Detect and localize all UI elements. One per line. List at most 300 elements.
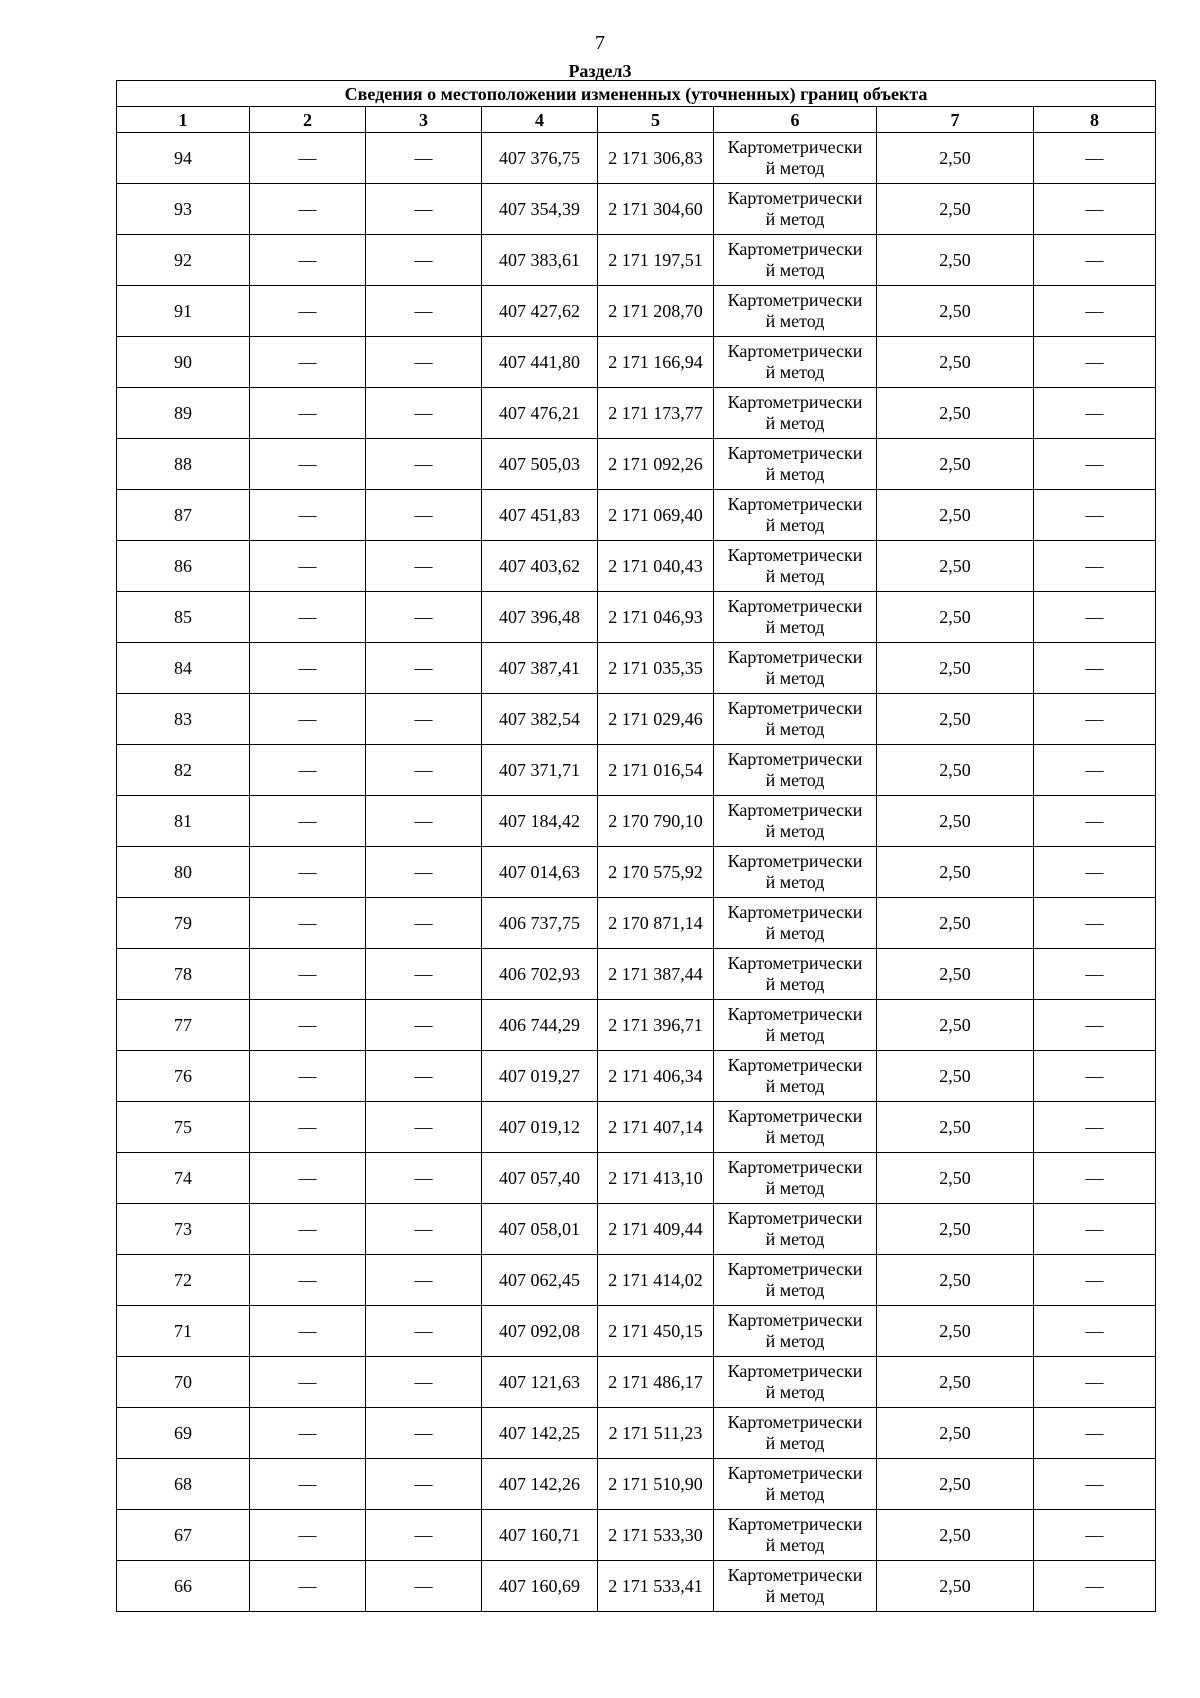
column-2-cell: — xyxy=(250,694,366,745)
table-row xyxy=(117,1357,1156,1408)
boundary-coordinates-table xyxy=(116,80,1156,1612)
x-coordinate-cell: 407 383,61 xyxy=(482,235,598,286)
method-text-line-1: Картометрически xyxy=(727,1361,863,1381)
x-coordinate-cell: 406 737,75 xyxy=(482,898,598,949)
y-coordinate-cell: 2 171 092,26 xyxy=(598,439,714,490)
method-text-line-1: Картометрически xyxy=(727,698,863,718)
method-text-line-2: й метод xyxy=(765,872,825,892)
column-3-cell: — xyxy=(366,1102,482,1153)
y-coordinate-cell: 2 171 396,71 xyxy=(598,1000,714,1051)
accuracy-cell: 2,50 xyxy=(877,184,1034,235)
method-text-line-1: Картометрически xyxy=(727,1259,863,1279)
accuracy-cell: 2,50 xyxy=(877,1051,1034,1102)
method-cell xyxy=(714,694,877,745)
column-8-cell: — xyxy=(1034,541,1156,592)
accuracy-cell: 2,50 xyxy=(877,1102,1034,1153)
method-text-line-2: й метод xyxy=(765,1229,825,1249)
method-cell xyxy=(714,1510,877,1561)
column-number: 5 xyxy=(598,107,714,133)
column-8-cell: — xyxy=(1034,1255,1156,1306)
column-2-cell: — xyxy=(250,541,366,592)
table-row xyxy=(117,796,1156,847)
x-coordinate-cell: 407 019,12 xyxy=(482,1102,598,1153)
method-cell xyxy=(714,1102,877,1153)
y-coordinate-cell: 2 171 387,44 xyxy=(598,949,714,1000)
column-8-cell: — xyxy=(1034,1000,1156,1051)
column-2-cell: — xyxy=(250,490,366,541)
x-coordinate-cell: 407 403,62 xyxy=(482,541,598,592)
y-coordinate-cell: 2 171 407,14 xyxy=(598,1102,714,1153)
table-row xyxy=(117,439,1156,490)
column-8-cell: — xyxy=(1034,745,1156,796)
page-number: 7 xyxy=(595,32,605,54)
column-2-cell: — xyxy=(250,898,366,949)
table-row xyxy=(117,1153,1156,1204)
method-text-line-1: Картометрически xyxy=(727,392,863,412)
column-8-cell: — xyxy=(1034,1408,1156,1459)
y-coordinate-cell: 2 170 790,10 xyxy=(598,796,714,847)
accuracy-cell: 2,50 xyxy=(877,694,1034,745)
column-3-cell: — xyxy=(366,235,482,286)
y-coordinate-cell: 2 171 035,35 xyxy=(598,643,714,694)
column-2-cell: — xyxy=(250,745,366,796)
point-number-cell: 94 xyxy=(117,133,250,184)
method-text-line-2: й метод xyxy=(765,1535,825,1555)
method-cell xyxy=(714,745,877,796)
column-8-cell: — xyxy=(1034,1306,1156,1357)
accuracy-cell: 2,50 xyxy=(877,1510,1034,1561)
column-3-cell: — xyxy=(366,490,482,541)
table-row xyxy=(117,388,1156,439)
column-3-cell: — xyxy=(366,541,482,592)
column-3-cell: — xyxy=(366,643,482,694)
table-row xyxy=(117,1000,1156,1051)
x-coordinate-cell: 407 505,03 xyxy=(482,439,598,490)
table-row xyxy=(117,1204,1156,1255)
column-2-cell: — xyxy=(250,1204,366,1255)
column-2-cell: — xyxy=(250,133,366,184)
table-title: Сведения о местоположении измененных (уточненных) границ объекта xyxy=(117,81,1156,107)
column-8-cell: — xyxy=(1034,898,1156,949)
point-number-cell: 72 xyxy=(117,1255,250,1306)
method-cell xyxy=(714,235,877,286)
point-number-cell: 70 xyxy=(117,1357,250,1408)
y-coordinate-cell: 2 171 406,34 xyxy=(598,1051,714,1102)
y-coordinate-cell: 2 171 197,51 xyxy=(598,235,714,286)
x-coordinate-cell: 407 441,80 xyxy=(482,337,598,388)
point-number-cell: 89 xyxy=(117,388,250,439)
table-row xyxy=(117,1255,1156,1306)
method-text-line-2: й метод xyxy=(765,974,825,994)
point-number-cell: 92 xyxy=(117,235,250,286)
column-3-cell: — xyxy=(366,1255,482,1306)
x-coordinate-cell: 407 014,63 xyxy=(482,847,598,898)
method-cell xyxy=(714,1561,877,1612)
column-3-cell: — xyxy=(366,1408,482,1459)
table-row xyxy=(117,1459,1156,1510)
table-row xyxy=(117,1408,1156,1459)
method-text-line-2: й метод xyxy=(765,1127,825,1147)
method-cell xyxy=(714,286,877,337)
accuracy-cell: 2,50 xyxy=(877,235,1034,286)
x-coordinate-cell: 407 019,27 xyxy=(482,1051,598,1102)
accuracy-cell: 2,50 xyxy=(877,1408,1034,1459)
accuracy-cell: 2,50 xyxy=(877,1000,1034,1051)
column-3-cell: — xyxy=(366,286,482,337)
accuracy-cell: 2,50 xyxy=(877,898,1034,949)
point-number-cell: 75 xyxy=(117,1102,250,1153)
point-number-cell: 66 xyxy=(117,1561,250,1612)
accuracy-cell: 2,50 xyxy=(877,1561,1034,1612)
method-cell xyxy=(714,1459,877,1510)
method-text-line-2: й метод xyxy=(765,566,825,586)
table-row xyxy=(117,745,1156,796)
y-coordinate-cell: 2 171 486,17 xyxy=(598,1357,714,1408)
y-coordinate-cell: 2 170 871,14 xyxy=(598,898,714,949)
y-coordinate-cell: 2 171 409,44 xyxy=(598,1204,714,1255)
method-text-line-1: Картометрически xyxy=(727,1208,863,1228)
method-text-line-1: Картометрически xyxy=(727,1310,863,1330)
y-coordinate-cell: 2 171 040,43 xyxy=(598,541,714,592)
method-text-line-1: Картометрически xyxy=(727,341,863,361)
method-text-line-1: Картометрически xyxy=(727,647,863,667)
x-coordinate-cell: 407 058,01 xyxy=(482,1204,598,1255)
method-text-line-1: Картометрически xyxy=(727,1463,863,1483)
table-title-row xyxy=(117,81,1156,107)
column-3-cell: — xyxy=(366,949,482,1000)
accuracy-cell: 2,50 xyxy=(877,133,1034,184)
column-3-cell: — xyxy=(366,1000,482,1051)
y-coordinate-cell: 2 171 173,77 xyxy=(598,388,714,439)
method-text-line-2: й метод xyxy=(765,923,825,943)
method-text-line-2: й метод xyxy=(765,1484,825,1504)
method-cell xyxy=(714,133,877,184)
accuracy-cell: 2,50 xyxy=(877,439,1034,490)
method-cell xyxy=(714,796,877,847)
column-number: 2 xyxy=(250,107,366,133)
method-text-line-2: й метод xyxy=(765,362,825,382)
method-text-line-2: й метод xyxy=(765,1331,825,1351)
method-text-line-2: й метод xyxy=(765,158,825,178)
method-text-line-1: Картометрически xyxy=(727,137,863,157)
y-coordinate-cell: 2 171 208,70 xyxy=(598,286,714,337)
column-3-cell: — xyxy=(366,1459,482,1510)
x-coordinate-cell: 407 382,54 xyxy=(482,694,598,745)
point-number-cell: 69 xyxy=(117,1408,250,1459)
column-8-cell: — xyxy=(1034,949,1156,1000)
section-label: Раздел3 xyxy=(568,61,632,81)
accuracy-cell: 2,50 xyxy=(877,745,1034,796)
column-2-cell: — xyxy=(250,286,366,337)
column-number: 3 xyxy=(366,107,482,133)
column-2-cell: — xyxy=(250,847,366,898)
y-coordinate-cell: 2 171 306,83 xyxy=(598,133,714,184)
column-3-cell: — xyxy=(366,694,482,745)
method-cell xyxy=(714,1408,877,1459)
point-number-cell: 82 xyxy=(117,745,250,796)
point-number-cell: 83 xyxy=(117,694,250,745)
method-text-line-1: Картометрически xyxy=(727,443,863,463)
accuracy-cell: 2,50 xyxy=(877,1204,1034,1255)
column-8-cell: — xyxy=(1034,694,1156,745)
accuracy-cell: 2,50 xyxy=(877,847,1034,898)
column-8-cell: — xyxy=(1034,1102,1156,1153)
method-text-line-2: й метод xyxy=(765,515,825,535)
method-text-line-2: й метод xyxy=(765,464,825,484)
y-coordinate-cell: 2 171 510,90 xyxy=(598,1459,714,1510)
column-3-cell: — xyxy=(366,133,482,184)
method-cell xyxy=(714,439,877,490)
x-coordinate-cell: 407 354,39 xyxy=(482,184,598,235)
column-8-cell: — xyxy=(1034,235,1156,286)
column-3-cell: — xyxy=(366,745,482,796)
method-text-line-1: Картометрически xyxy=(727,1412,863,1432)
point-number-cell: 90 xyxy=(117,337,250,388)
x-coordinate-cell: 406 702,93 xyxy=(482,949,598,1000)
column-3-cell: — xyxy=(366,1561,482,1612)
y-coordinate-cell: 2 171 069,40 xyxy=(598,490,714,541)
y-coordinate-cell: 2 170 575,92 xyxy=(598,847,714,898)
column-2-cell: — xyxy=(250,949,366,1000)
method-cell xyxy=(714,592,877,643)
method-text-line-2: й метод xyxy=(765,1178,825,1198)
method-text-line-2: й метод xyxy=(765,1586,825,1606)
x-coordinate-cell: 406 744,29 xyxy=(482,1000,598,1051)
method-text-line-2: й метод xyxy=(765,617,825,637)
column-3-cell: — xyxy=(366,439,482,490)
column-number: 8 xyxy=(1034,107,1156,133)
x-coordinate-cell: 407 396,48 xyxy=(482,592,598,643)
method-cell xyxy=(714,184,877,235)
method-text-line-1: Картометрически xyxy=(727,1055,863,1075)
column-8-cell: — xyxy=(1034,1561,1156,1612)
x-coordinate-cell: 407 184,42 xyxy=(482,796,598,847)
method-text-line-1: Картометрически xyxy=(727,596,863,616)
table-row xyxy=(117,490,1156,541)
method-cell xyxy=(714,1153,877,1204)
column-2-cell: — xyxy=(250,1408,366,1459)
table-row xyxy=(117,337,1156,388)
method-text-line-1: Картометрически xyxy=(727,1157,863,1177)
method-cell xyxy=(714,1255,877,1306)
table-row xyxy=(117,235,1156,286)
column-3-cell: — xyxy=(366,388,482,439)
column-2-cell: — xyxy=(250,1102,366,1153)
y-coordinate-cell: 2 171 029,46 xyxy=(598,694,714,745)
column-2-cell: — xyxy=(250,1510,366,1561)
column-8-cell: — xyxy=(1034,796,1156,847)
table-row xyxy=(117,1510,1156,1561)
method-cell xyxy=(714,1051,877,1102)
y-coordinate-cell: 2 171 511,23 xyxy=(598,1408,714,1459)
column-2-cell: — xyxy=(250,337,366,388)
x-coordinate-cell: 407 371,71 xyxy=(482,745,598,796)
method-text-line-1: Картометрически xyxy=(727,851,863,871)
x-coordinate-cell: 407 057,40 xyxy=(482,1153,598,1204)
method-text-line-1: Картометрически xyxy=(727,1106,863,1126)
column-3-cell: — xyxy=(366,337,482,388)
method-cell xyxy=(714,388,877,439)
method-cell xyxy=(714,949,877,1000)
x-coordinate-cell: 407 451,83 xyxy=(482,490,598,541)
method-cell xyxy=(714,898,877,949)
column-8-cell: — xyxy=(1034,490,1156,541)
accuracy-cell: 2,50 xyxy=(877,541,1034,592)
point-number-cell: 78 xyxy=(117,949,250,1000)
column-number-row xyxy=(117,107,1156,133)
column-2-cell: — xyxy=(250,388,366,439)
point-number-cell: 91 xyxy=(117,286,250,337)
accuracy-cell: 2,50 xyxy=(877,1459,1034,1510)
accuracy-cell: 2,50 xyxy=(877,337,1034,388)
point-number-cell: 73 xyxy=(117,1204,250,1255)
column-2-cell: — xyxy=(250,1051,366,1102)
y-coordinate-cell: 2 171 304,60 xyxy=(598,184,714,235)
column-8-cell: — xyxy=(1034,1510,1156,1561)
method-cell xyxy=(714,1000,877,1051)
column-2-cell: — xyxy=(250,184,366,235)
table-row xyxy=(117,1051,1156,1102)
method-text-line-2: й метод xyxy=(765,719,825,739)
column-3-cell: — xyxy=(366,1306,482,1357)
column-2-cell: — xyxy=(250,643,366,694)
method-cell xyxy=(714,1357,877,1408)
column-8-cell: — xyxy=(1034,1204,1156,1255)
x-coordinate-cell: 407 142,25 xyxy=(482,1408,598,1459)
method-cell xyxy=(714,337,877,388)
point-number-cell: 68 xyxy=(117,1459,250,1510)
x-coordinate-cell: 407 121,63 xyxy=(482,1357,598,1408)
column-8-cell: — xyxy=(1034,388,1156,439)
column-8-cell: — xyxy=(1034,286,1156,337)
method-text-line-2: й метод xyxy=(765,209,825,229)
accuracy-cell: 2,50 xyxy=(877,1255,1034,1306)
x-coordinate-cell: 407 160,69 xyxy=(482,1561,598,1612)
point-number-cell: 76 xyxy=(117,1051,250,1102)
table-row xyxy=(117,643,1156,694)
y-coordinate-cell: 2 171 166,94 xyxy=(598,337,714,388)
column-2-cell: — xyxy=(250,235,366,286)
method-text-line-1: Картометрически xyxy=(727,545,863,565)
point-number-cell: 85 xyxy=(117,592,250,643)
column-8-cell: — xyxy=(1034,1051,1156,1102)
column-8-cell: — xyxy=(1034,439,1156,490)
column-3-cell: — xyxy=(366,184,482,235)
point-number-cell: 79 xyxy=(117,898,250,949)
point-number-cell: 93 xyxy=(117,184,250,235)
column-8-cell: — xyxy=(1034,133,1156,184)
column-3-cell: — xyxy=(366,898,482,949)
accuracy-cell: 2,50 xyxy=(877,1306,1034,1357)
column-3-cell: — xyxy=(366,1357,482,1408)
method-text-line-1: Картометрически xyxy=(727,749,863,769)
y-coordinate-cell: 2 171 016,54 xyxy=(598,745,714,796)
point-number-cell: 87 xyxy=(117,490,250,541)
table-row xyxy=(117,1102,1156,1153)
point-number-cell: 84 xyxy=(117,643,250,694)
point-number-cell: 81 xyxy=(117,796,250,847)
column-3-cell: — xyxy=(366,592,482,643)
method-cell xyxy=(714,1306,877,1357)
table-row xyxy=(117,694,1156,745)
method-text-line-1: Картометрически xyxy=(727,290,863,310)
method-text-line-1: Картометрически xyxy=(727,1004,863,1024)
method-cell xyxy=(714,490,877,541)
column-3-cell: — xyxy=(366,796,482,847)
table-row xyxy=(117,286,1156,337)
method-text-line-1: Картометрически xyxy=(727,494,863,514)
column-3-cell: — xyxy=(366,1204,482,1255)
column-2-cell: — xyxy=(250,1153,366,1204)
method-text-line-1: Картометрически xyxy=(727,800,863,820)
column-8-cell: — xyxy=(1034,592,1156,643)
column-number: 6 xyxy=(714,107,877,133)
accuracy-cell: 2,50 xyxy=(877,1357,1034,1408)
accuracy-cell: 2,50 xyxy=(877,643,1034,694)
x-coordinate-cell: 407 376,75 xyxy=(482,133,598,184)
column-8-cell: — xyxy=(1034,1153,1156,1204)
table-row xyxy=(117,949,1156,1000)
accuracy-cell: 2,50 xyxy=(877,388,1034,439)
table-row xyxy=(117,1306,1156,1357)
accuracy-cell: 2,50 xyxy=(877,1153,1034,1204)
column-number: 7 xyxy=(877,107,1034,133)
column-3-cell: — xyxy=(366,847,482,898)
accuracy-cell: 2,50 xyxy=(877,796,1034,847)
method-text-line-2: й метод xyxy=(765,668,825,688)
column-2-cell: — xyxy=(250,1357,366,1408)
x-coordinate-cell: 407 062,45 xyxy=(482,1255,598,1306)
method-text-line-1: Картометрически xyxy=(727,953,863,973)
x-coordinate-cell: 407 427,62 xyxy=(482,286,598,337)
point-number-cell: 88 xyxy=(117,439,250,490)
accuracy-cell: 2,50 xyxy=(877,592,1034,643)
column-8-cell: — xyxy=(1034,184,1156,235)
table-row xyxy=(117,592,1156,643)
method-text-line-2: й метод xyxy=(765,1076,825,1096)
column-3-cell: — xyxy=(366,1153,482,1204)
method-text-line-1: Картометрически xyxy=(727,1514,863,1534)
column-8-cell: — xyxy=(1034,1357,1156,1408)
method-text-line-1: Картометрически xyxy=(727,188,863,208)
column-8-cell: — xyxy=(1034,337,1156,388)
table-row xyxy=(117,898,1156,949)
y-coordinate-cell: 2 171 450,15 xyxy=(598,1306,714,1357)
y-coordinate-cell: 2 171 046,93 xyxy=(598,592,714,643)
point-number-cell: 80 xyxy=(117,847,250,898)
method-cell xyxy=(714,643,877,694)
method-text-line-1: Картометрически xyxy=(727,902,863,922)
method-cell xyxy=(714,847,877,898)
method-cell xyxy=(714,541,877,592)
method-text-line-2: й метод xyxy=(765,1280,825,1300)
table-row xyxy=(117,133,1156,184)
method-text-line-2: й метод xyxy=(765,260,825,280)
column-number: 4 xyxy=(482,107,598,133)
accuracy-cell: 2,50 xyxy=(877,286,1034,337)
method-text-line-2: й метод xyxy=(765,821,825,841)
method-text-line-1: Картометрически xyxy=(727,1565,863,1585)
accuracy-cell: 2,50 xyxy=(877,490,1034,541)
x-coordinate-cell: 407 387,41 xyxy=(482,643,598,694)
column-2-cell: — xyxy=(250,1000,366,1051)
column-8-cell: — xyxy=(1034,643,1156,694)
point-number-cell: 71 xyxy=(117,1306,250,1357)
table-row xyxy=(117,541,1156,592)
column-2-cell: — xyxy=(250,1459,366,1510)
column-2-cell: — xyxy=(250,439,366,490)
column-2-cell: — xyxy=(250,592,366,643)
